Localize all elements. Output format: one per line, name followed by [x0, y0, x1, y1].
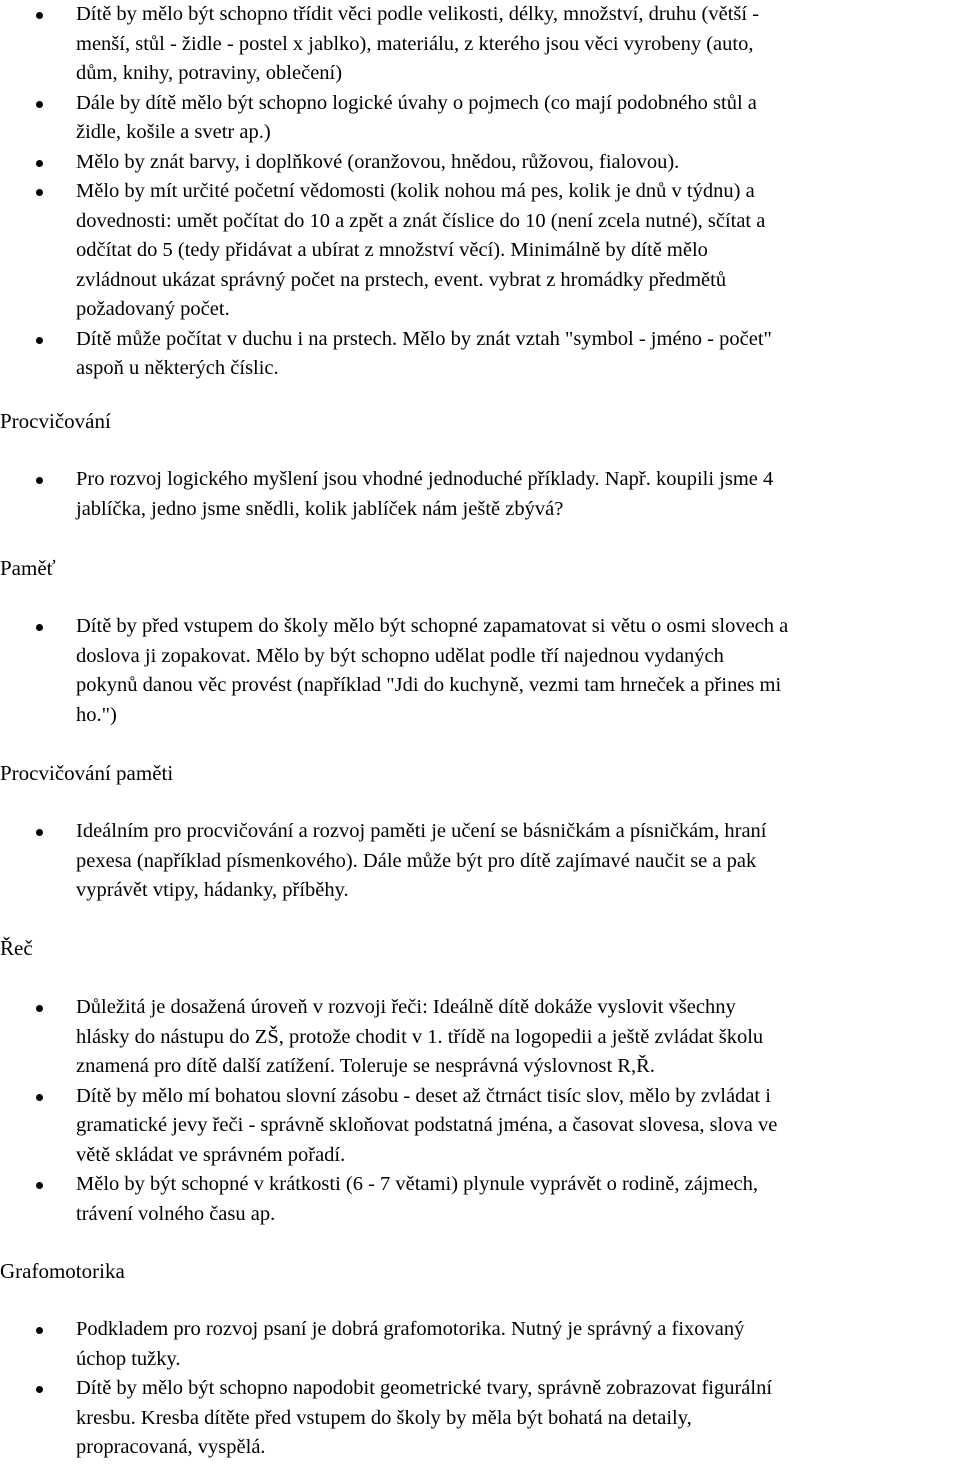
section-pamet — [0, 612, 792, 730]
list-item: Pro rozvoj logického myšlení jsou vhodné jednoduché příklady. Např. koupili jsme 4 jablíčka, jedno jsme snědli, kolik jablíček nám ještě zbývá? — [0, 465, 777, 524]
section-rec — [0, 993, 781, 1229]
bullet-list — [0, 0, 776, 384]
bullet-list — [0, 993, 781, 1229]
bullet-list — [0, 1315, 776, 1463]
list-item: Dítě může počítat v duchu i na prstech. Mělo by znát vztah "symbol - jméno - počet" aspoň u některých číslic. — [0, 325, 776, 384]
section-grafomotorika — [0, 1315, 776, 1463]
section-heading-pamet: Paměť — [0, 556, 56, 580]
list-item: Dítě by mělo mí bohatou slovní zásobu - deset až čtrnáct tisíc slov, mělo by zvládat i gramatické jevy řeči - správně skloňovat podstatná jména, a časovat slovesa, slova ve větě skládat ve správném pořadí. — [0, 1082, 781, 1171]
section-heading-procvicovani: Procvičování — [0, 409, 111, 433]
list-item: Dítě by mělo být schopno třídit věci podle velikosti, délky, množství, druhu (větší - menší, stůl - židle - postel x jablko), materiálu, z kterého jsou věci vyrobeny (auto, dům, knihy, potraviny, oblečení) — [0, 0, 776, 89]
list-item: Mělo by mít určité početní vědomosti (kolik nohou má pes, kolik je dnů v týdnu) a dovednosti: umět počítat do 10 a zpět a znát číslice do 10 (není zcela nutné), sčítat a odčítat do 5 (tedy přidávat a ubírat z množství věcí). Minimálně by dítě mělo zvládnout ukázat správný počet na prstech, event. vybrat z hromádky předmětů požadovaný počet. — [0, 177, 776, 325]
section-procvicovani-pameti — [0, 817, 771, 906]
list-item: Ideálním pro procvičování a rozvoj paměti je učení se básničkám a písničkám, hraní pexesa (například písmenkového). Dále může být pro dítě zajímavé naučit se a pak vyprávět vtipy, hádanky, příběhy. — [0, 817, 771, 906]
list-item: Dále by dítě mělo být schopno logické úvahy o pojmech (co mají podobného stůl a židle, košile a svetr ap.) — [0, 89, 776, 148]
bullet-list — [0, 612, 792, 730]
section-intro — [0, 0, 776, 384]
bullet-list — [0, 817, 771, 906]
list-item: Mělo by být schopné v krátkosti (6 - 7 větami) plynule vyprávět o rodině, zájmech, trávení volného času ap. — [0, 1170, 781, 1229]
section-heading-rec: Řeč — [0, 936, 33, 960]
list-item: Dítě by před vstupem do školy mělo být schopné zapamatovat si větu o osmi slovech a doslova ji zopakovat. Mělo by být schopno udělat podle tří najednou vydaných pokynů danou věc provést (například "Jdi do kuchyně, vezmi tam hrneček a přines mi ho.") — [0, 612, 792, 730]
list-item: Důležitá je dosažená úroveň v rozvoji řeči: Ideálně dítě dokáže vyslovit všechny hlásky do nástupu do ZŠ, protože chodit v 1. třídě na logopedii a ještě zvládat školu znamená pro dítě další zatížení. Toleruje se nesprávná výslovnost R,Ř. — [0, 993, 781, 1082]
section-heading-grafomotorika: Grafomotorika — [0, 1259, 125, 1283]
section-procvicovani — [0, 465, 777, 524]
bullet-list — [0, 465, 777, 524]
list-item: Podkladem pro rozvoj psaní je dobrá grafomotorika. Nutný je správný a fixovaný úchop tužky. — [0, 1315, 776, 1374]
list-item: Dítě by mělo být schopno napodobit geometrické tvary, správně zobrazovat figurální kresbu. Kresba dítěte před vstupem do školy by měla být bohatá na detaily, propracovaná, vyspělá. — [0, 1374, 776, 1463]
list-item: Mělo by znát barvy, i doplňkové (oranžovou, hnědou, růžovou, fialovou). — [0, 148, 776, 178]
section-heading-procvicovani-pameti: Procvičování paměti — [0, 761, 174, 785]
